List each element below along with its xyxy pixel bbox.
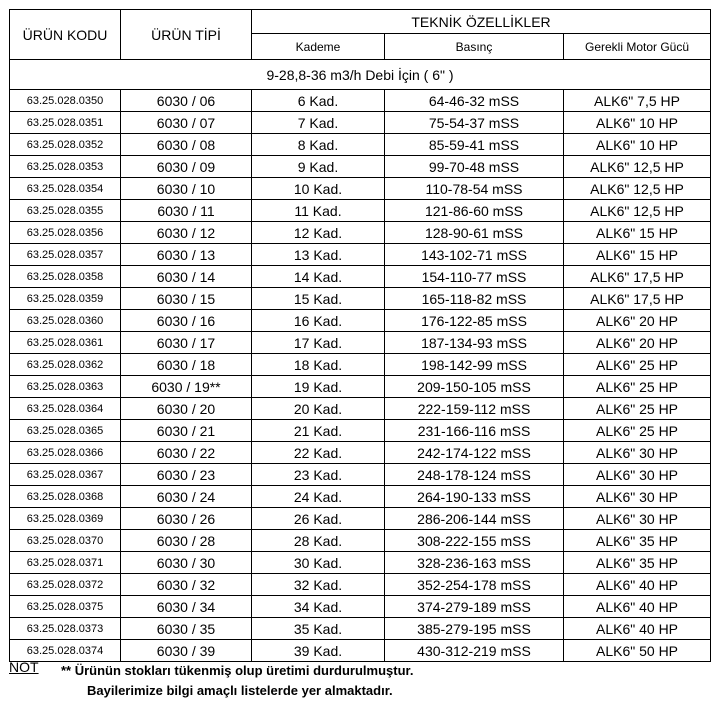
cell-stage: 14 Kad. [252,266,385,288]
cell-product-code: 63.25.028.0373 [10,618,121,640]
cell-pressure: 430-312-219 mSS [385,640,564,662]
header-product-type: ÜRÜN TİPİ [121,10,252,60]
cell-product-type: 6030 / 08 [121,134,252,156]
cell-product-code: 63.25.028.0365 [10,420,121,442]
cell-motor-power: ALK6" 7,5 HP [564,90,711,112]
table-row [10,552,711,574]
table-row [10,530,711,552]
cell-product-type: 6030 / 32 [121,574,252,596]
table-row [10,508,711,530]
cell-motor-power: ALK6" 20 HP [564,310,711,332]
table-row [10,464,711,486]
note-line-1: ** Ürünün stokları tükenmiş olup üretimi durdurulmuştur. [61,663,414,678]
cell-motor-power: ALK6" 35 HP [564,552,711,574]
cell-product-type: 6030 / 23 [121,464,252,486]
table-row [10,442,711,464]
table-row [10,486,711,508]
cell-stage: 18 Kad. [252,354,385,376]
cell-stage: 9 Kad. [252,156,385,178]
section-title: 9-28,8-36 m3/h Debi İçin ( 6" ) [10,60,711,90]
cell-pressure: 222-159-112 mSS [385,398,564,420]
table-row [10,90,711,112]
table-row [10,134,711,156]
cell-pressure: 209-150-105 mSS [385,376,564,398]
cell-pressure: 99-70-48 mSS [385,156,564,178]
cell-pressure: 352-254-178 mSS [385,574,564,596]
header-technical-specs: TEKNİK ÖZELLİKLER [252,10,711,34]
table-row [10,596,711,618]
cell-product-type: 6030 / 35 [121,618,252,640]
cell-product-code: 63.25.028.0353 [10,156,121,178]
cell-motor-power: ALK6" 40 HP [564,574,711,596]
cell-stage: 32 Kad. [252,574,385,596]
cell-product-code: 63.25.028.0364 [10,398,121,420]
cell-product-code: 63.25.028.0355 [10,200,121,222]
cell-product-type: 6030 / 06 [121,90,252,112]
cell-motor-power: ALK6" 40 HP [564,596,711,618]
cell-product-type: 6030 / 18 [121,354,252,376]
cell-pressure: 75-54-37 mSS [385,112,564,134]
cell-product-code: 63.25.028.0366 [10,442,121,464]
cell-product-type: 6030 / 10 [121,178,252,200]
cell-motor-power: ALK6" 30 HP [564,508,711,530]
cell-product-type: 6030 / 16 [121,310,252,332]
cell-product-type: 6030 / 17 [121,332,252,354]
cell-pressure: 85-59-41 mSS [385,134,564,156]
cell-product-type: 6030 / 28 [121,530,252,552]
cell-motor-power: ALK6" 20 HP [564,332,711,354]
cell-product-type: 6030 / 30 [121,552,252,574]
cell-motor-power: ALK6" 10 HP [564,134,711,156]
cell-pressure: 110-78-54 mSS [385,178,564,200]
table-row [10,398,711,420]
header-stage: Kademe [252,34,385,60]
cell-product-code: 63.25.028.0363 [10,376,121,398]
cell-motor-power: ALK6" 12,5 HP [564,156,711,178]
cell-stage: 39 Kad. [252,640,385,662]
cell-stage: 19 Kad. [252,376,385,398]
header-motor-power: Gerekli Motor Gücü [564,34,711,60]
cell-pressure: 248-178-124 mSS [385,464,564,486]
table-row [10,354,711,376]
cell-pressure: 165-118-82 mSS [385,288,564,310]
cell-stage: 26 Kad. [252,508,385,530]
cell-stage: 8 Kad. [252,134,385,156]
cell-stage: 35 Kad. [252,618,385,640]
cell-motor-power: ALK6" 12,5 HP [564,200,711,222]
cell-motor-power: ALK6" 30 HP [564,464,711,486]
cell-product-code: 63.25.028.0370 [10,530,121,552]
cell-motor-power: ALK6" 25 HP [564,420,711,442]
cell-motor-power: ALK6" 10 HP [564,112,711,134]
table-header [10,10,711,90]
table-row [10,574,711,596]
cell-stage: 30 Kad. [252,552,385,574]
cell-product-code: 63.25.028.0356 [10,222,121,244]
cell-motor-power: ALK6" 30 HP [564,486,711,508]
cell-stage: 13 Kad. [252,244,385,266]
cell-product-type: 6030 / 22 [121,442,252,464]
cell-product-type: 6030 / 14 [121,266,252,288]
cell-stage: 21 Kad. [252,420,385,442]
cell-product-type: 6030 / 20 [121,398,252,420]
cell-motor-power: ALK6" 15 HP [564,222,711,244]
table-row [10,420,711,442]
cell-pressure: 64-46-32 mSS [385,90,564,112]
cell-product-code: 63.25.028.0350 [10,90,121,112]
cell-product-code: 63.25.028.0358 [10,266,121,288]
cell-product-type: 6030 / 26 [121,508,252,530]
table-row [10,618,711,640]
cell-pressure: 198-142-99 mSS [385,354,564,376]
cell-product-type: 6030 / 09 [121,156,252,178]
cell-product-type: 6030 / 11 [121,200,252,222]
table-row [10,266,711,288]
cell-motor-power: ALK6" 15 HP [564,244,711,266]
cell-pressure: 374-279-189 mSS [385,596,564,618]
cell-product-code: 63.25.028.0352 [10,134,121,156]
note-line-2: Bayilerimize bilgi amaçlı listelerde yer almaktadır. [87,683,393,698]
cell-pressure: 328-236-163 mSS [385,552,564,574]
cell-product-type: 6030 / 12 [121,222,252,244]
cell-pressure: 128-90-61 mSS [385,222,564,244]
cell-stage: 12 Kad. [252,222,385,244]
cell-stage: 34 Kad. [252,596,385,618]
cell-motor-power: ALK6" 30 HP [564,442,711,464]
table-row [10,178,711,200]
note-label: NOT [9,659,39,675]
cell-stage: 23 Kad. [252,464,385,486]
cell-product-code: 63.25.028.0372 [10,574,121,596]
cell-product-code: 63.25.028.0367 [10,464,121,486]
cell-product-type: 6030 / 21 [121,420,252,442]
cell-pressure: 308-222-155 mSS [385,530,564,552]
table-row [10,112,711,134]
cell-pressure: 242-174-122 mSS [385,442,564,464]
cell-product-code: 63.25.028.0354 [10,178,121,200]
cell-product-code: 63.25.028.0368 [10,486,121,508]
cell-product-code: 63.25.028.0362 [10,354,121,376]
cell-motor-power: ALK6" 50 HP [564,640,711,662]
header-product-code: ÜRÜN KODU [10,10,121,60]
table-row [10,222,711,244]
cell-product-code: 63.25.028.0371 [10,552,121,574]
cell-pressure: 187-134-93 mSS [385,332,564,354]
cell-stage: 20 Kad. [252,398,385,420]
cell-pressure: 385-279-195 mSS [385,618,564,640]
cell-stage: 15 Kad. [252,288,385,310]
cell-product-code: 63.25.028.0357 [10,244,121,266]
cell-stage: 11 Kad. [252,200,385,222]
table-body [10,90,711,662]
cell-pressure: 231-166-116 mSS [385,420,564,442]
cell-product-type: 6030 / 07 [121,112,252,134]
cell-stage: 17 Kad. [252,332,385,354]
cell-pressure: 286-206-144 mSS [385,508,564,530]
cell-product-code: 63.25.028.0360 [10,310,121,332]
table-row [10,244,711,266]
cell-motor-power: ALK6" 35 HP [564,530,711,552]
cell-product-code: 63.25.028.0359 [10,288,121,310]
cell-motor-power: ALK6" 17,5 HP [564,288,711,310]
cell-product-type: 6030 / 24 [121,486,252,508]
table-row [10,332,711,354]
cell-product-type: 6030 / 19** [121,376,252,398]
cell-motor-power: ALK6" 25 HP [564,376,711,398]
product-spec-table [9,9,711,662]
cell-product-code: 63.25.028.0361 [10,332,121,354]
cell-product-code: 63.25.028.0375 [10,596,121,618]
table-row [10,310,711,332]
cell-product-code: 63.25.028.0369 [10,508,121,530]
table-row [10,156,711,178]
cell-pressure: 264-190-133 mSS [385,486,564,508]
table-row [10,288,711,310]
cell-motor-power: ALK6" 40 HP [564,618,711,640]
cell-pressure: 176-122-85 mSS [385,310,564,332]
cell-stage: 7 Kad. [252,112,385,134]
cell-product-code: 63.25.028.0374 [10,640,121,662]
cell-stage: 16 Kad. [252,310,385,332]
cell-stage: 10 Kad. [252,178,385,200]
cell-stage: 22 Kad. [252,442,385,464]
table-row [10,376,711,398]
table-row [10,640,711,662]
cell-product-type: 6030 / 13 [121,244,252,266]
cell-pressure: 143-102-71 mSS [385,244,564,266]
cell-stage: 28 Kad. [252,530,385,552]
cell-product-code: 63.25.028.0351 [10,112,121,134]
cell-motor-power: ALK6" 12,5 HP [564,178,711,200]
cell-product-type: 6030 / 34 [121,596,252,618]
cell-motor-power: ALK6" 17,5 HP [564,266,711,288]
cell-motor-power: ALK6" 25 HP [564,354,711,376]
cell-product-type: 6030 / 15 [121,288,252,310]
cell-pressure: 154-110-77 mSS [385,266,564,288]
table-row [10,200,711,222]
cell-pressure: 121-86-60 mSS [385,200,564,222]
cell-stage: 24 Kad. [252,486,385,508]
cell-product-type: 6030 / 39 [121,640,252,662]
cell-stage: 6 Kad. [252,90,385,112]
cell-motor-power: ALK6" 25 HP [564,398,711,420]
header-pressure: Basınç [385,34,564,60]
